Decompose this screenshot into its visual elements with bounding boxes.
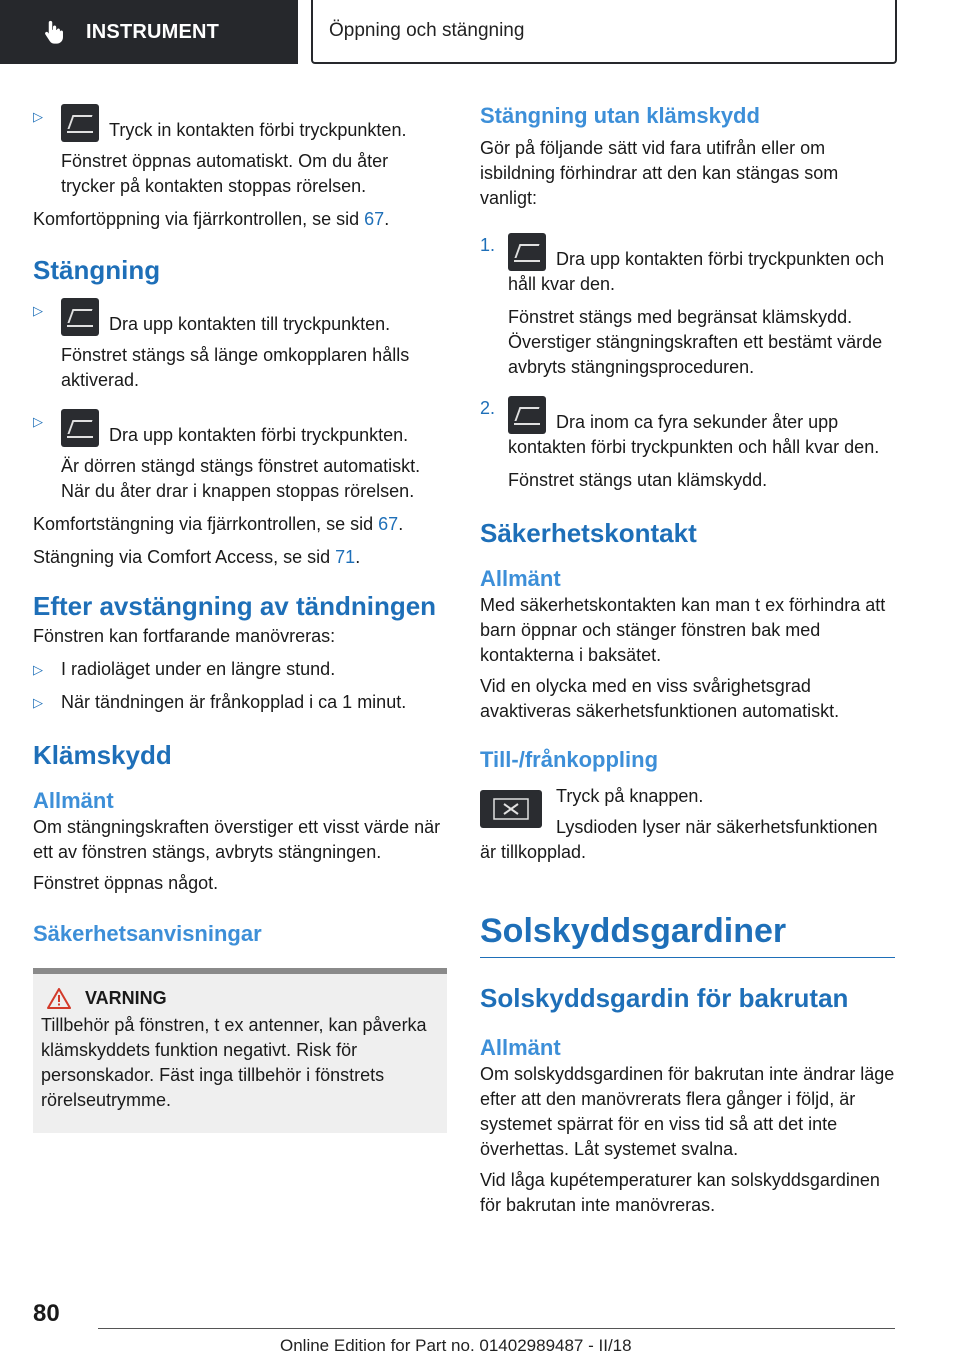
window-switch-icon <box>508 233 546 271</box>
heading-allmant: Allmänt <box>33 788 114 813</box>
window-switch-icon <box>61 409 99 447</box>
step-number: 1. <box>480 235 496 255</box>
paragraph: Vid låga kupétemperaturer kan solskyddsgardinen för bakrutan inte manövreras. <box>480 1170 880 1215</box>
cross-reference: Komfortöppning via fjärrkontrollen, se sid 67. <box>33 209 390 229</box>
heading-bakrutan: Solskyddsgardin för bakrutan <box>480 983 849 1013</box>
paragraph: Lysdioden lyser när säkerhetsfunktionen är tillkopplad. <box>480 817 878 862</box>
step-number: 2. <box>480 398 496 418</box>
window-switch-icon <box>61 298 99 336</box>
section-title: INSTRUMENT <box>86 20 220 43</box>
window-switch-icon <box>61 104 99 142</box>
triangle-bullet-icon: ▷ <box>33 109 43 124</box>
heading-allmant: Allmänt <box>480 566 561 591</box>
list-item <box>33 690 447 715</box>
list-item <box>33 104 447 199</box>
numbered-step <box>480 233 895 380</box>
list-item <box>33 657 447 682</box>
list-text: I radioläget under en längre stund. <box>61 659 336 679</box>
page-link[interactable]: 67 <box>378 514 399 534</box>
paragraph: Vid en olycka med en viss svårighetsgrad avaktiveras säkerhetsfunktionen automatiskt. <box>480 676 840 721</box>
footer-divider <box>98 1328 895 1329</box>
page-number: 80 <box>33 1300 60 1327</box>
heading-allmant: Allmänt <box>480 1035 561 1060</box>
paragraph: Med säkerhetskontakten kan man t ex förhindra att barn öppnar och stänger fönstren bak med kontakterna i baksätet. <box>480 595 886 665</box>
heading-sakerhetsanvisningar: Säkerhetsanvisningar <box>33 921 262 946</box>
warning-text: Tillbehör på fönstren, t ex antenner, kan påverka klämskyddets funktion negativt. Risk för personskador. Fäst inga tillbehör i fönstrets rörelseutrymme. <box>41 1015 427 1110</box>
paragraph: Tryck på knappen. <box>556 786 704 806</box>
step-result: Fönstret öppnas automatiskt. Om du åter trycker på kontakten stoppas rörelsen. <box>61 151 389 196</box>
triangle-bullet-icon: ▷ <box>33 303 43 318</box>
numbered-step <box>480 396 895 493</box>
triangle-bullet-icon: ▷ <box>33 414 43 429</box>
edition-note: Online Edition for Part no. 01402989487 - II/18 <box>280 1336 632 1355</box>
triangle-bullet-icon: ▷ <box>33 662 43 677</box>
step-text: Dra inom ca fyra sekunder åter upp kontakten förbi tryckpunkten och håll kvar den. <box>508 412 880 457</box>
heading-klamskydd: Klämskydd <box>33 740 172 770</box>
step-result: Fönstret stängs med begränsat klämskydd. Överstiger stängningskraften ett bestämt värde avbryts stängningsproceduren. <box>508 307 883 377</box>
paragraph: Fönstren kan fortfarande manövreras: <box>33 626 336 646</box>
heading-efter: Efter avstängning av tändningen <box>33 591 437 621</box>
step-text: Dra upp kontakten förbi tryckpunkten. <box>109 425 409 445</box>
safety-switch-block <box>480 784 895 865</box>
left-column <box>33 100 447 1133</box>
paragraph: Om solskyddsgardinen för bakrutan inte ändrar läge efter att den manövrerats flera gånger i följd, är systemet spärrat för en viss tid så att det inte överhettas. Låt systemet svalna. <box>480 1064 895 1159</box>
heading-solskyddsgardiner: Solskyddsgardiner <box>480 912 787 950</box>
step-result: Är dörren stängd stängs fönstret automatiskt. När du åter drar i knappen stoppas rörelsen. <box>61 456 421 501</box>
chapter-title: Öppning och stängning <box>329 20 525 41</box>
cross-reference: Stängning via Comfort Access, se sid 71. <box>33 547 361 567</box>
paragraph: Gör på följande sätt vid fara utifrån eller om isbildning förhindrar att den kan stängas som vanligt: <box>480 138 839 208</box>
warning-box <box>33 968 447 1133</box>
right-column <box>480 102 895 1218</box>
step-result: Fönstret stängs utan klämskydd. <box>508 470 768 490</box>
step-result: Fönstret stängs så länge omkopplaren hålls aktiverad. <box>61 345 410 390</box>
heading-stangning: Stängning <box>33 255 161 285</box>
step-text: Dra upp kontakten förbi tryckpunkten och håll kvar den. <box>508 249 885 294</box>
paragraph: Fönstret öppnas något. <box>33 873 219 893</box>
step-text: Dra upp kontakten till tryckpunkten. <box>109 314 391 334</box>
section-tab <box>0 0 298 64</box>
step-text: Tryck in kontakten förbi tryckpunkten. <box>109 120 407 140</box>
list-item <box>33 409 447 504</box>
heading-utan-klamskydd: Stängning utan klämskydd <box>480 103 760 128</box>
heading-sakerhetskontakt: Säkerhetskontakt <box>480 518 697 548</box>
page-link[interactable]: 71 <box>335 547 356 567</box>
page-link[interactable]: 67 <box>364 209 385 229</box>
cross-reference: Komfortstängning via fjärrkontrollen, se sid 67. <box>33 514 404 534</box>
list-item <box>33 298 447 393</box>
heading-till-frankoppling: Till-/frånkoppling <box>480 747 659 772</box>
child-lock-button-icon <box>480 790 542 828</box>
chapter-heading-block <box>480 909 895 958</box>
chapter-tab <box>311 0 897 64</box>
warning-title: VARNING <box>41 988 439 1009</box>
triangle-bullet-icon: ▷ <box>33 695 43 710</box>
warning-triangle-icon <box>47 988 71 1009</box>
window-switch-icon <box>508 396 546 434</box>
list-text: När tändningen är frånkopplad i ca 1 minut. <box>61 692 407 712</box>
hand-pointer-icon <box>40 18 68 46</box>
paragraph: Om stängningskraften överstiger ett visst värde när ett av fönstren stängs, avbryts stängningen. <box>33 817 441 862</box>
